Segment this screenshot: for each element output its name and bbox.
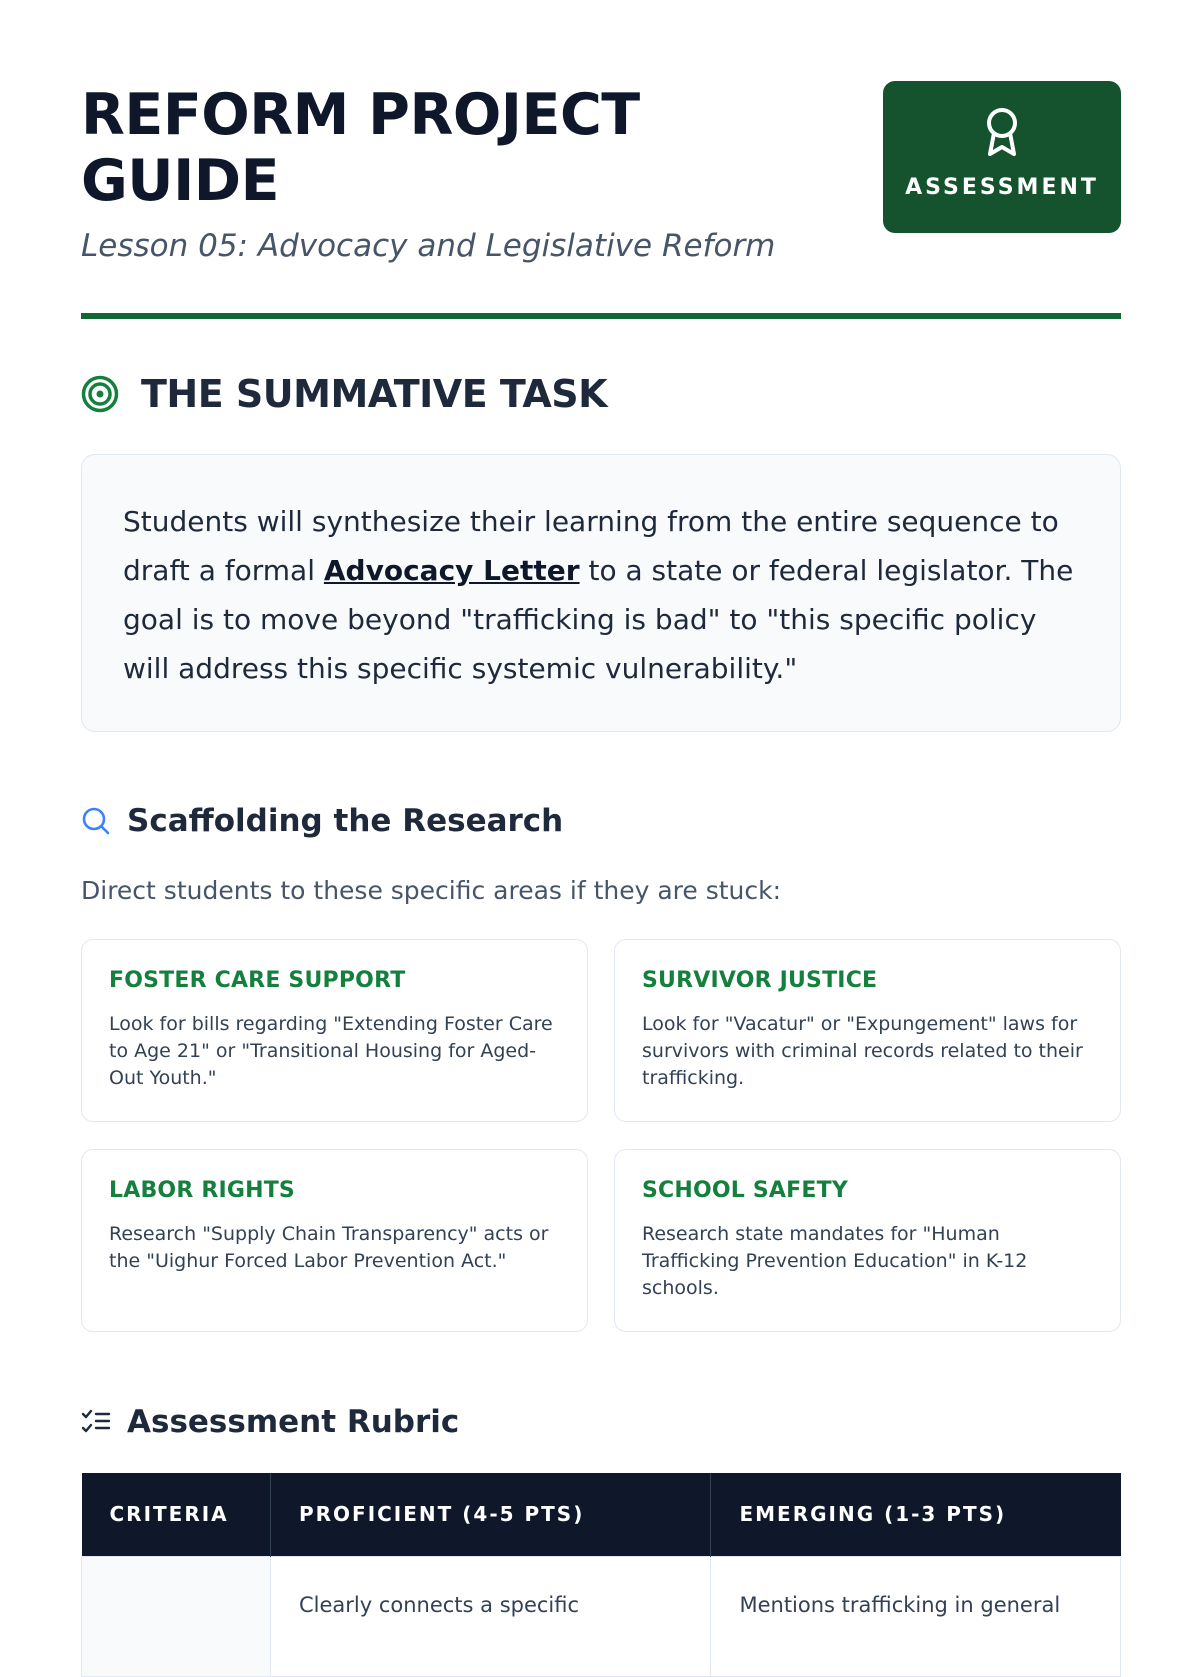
task-text-start: Students will synthesize their learning from the entire sequence to draft a formal	[123, 505, 1059, 587]
search-icon	[81, 806, 111, 836]
card-title: SURVIVOR JUSTICE	[642, 968, 878, 993]
column-header-proficient: PROFICIENT (4-5 PTS)	[270, 1473, 711, 1556]
research-heading	[81, 803, 563, 839]
advocacy-letter-emphasis: Advocacy Letter	[323, 554, 580, 587]
research-card-survivor-justice	[614, 939, 1121, 1122]
lesson-subtitle: Lesson 05: Advocacy and Legislative Reform	[81, 228, 776, 264]
research-card-labor-rights	[81, 1149, 588, 1332]
header-divider	[81, 313, 1121, 319]
criteria-cell	[82, 1556, 271, 1676]
checklist-icon	[81, 1408, 111, 1436]
page-header	[81, 0, 1121, 320]
research-intro: Direct students to these specific areas if they are stuck:	[81, 876, 782, 905]
card-body: Research "Supply Chain Transparency" acts or the "Uighur Forced Labor Prevention Act."	[109, 1223, 549, 1272]
rubric-table	[81, 1473, 1121, 1677]
card-title: LABOR RIGHTS	[109, 1178, 295, 1203]
rubric-heading	[81, 1404, 459, 1440]
column-header-criteria: CRITERIA	[82, 1473, 271, 1556]
research-card-school-safety	[614, 1149, 1121, 1332]
rubric-title: Assessment Rubric	[127, 1404, 460, 1440]
summative-title: THE SUMMATIVE TASK	[141, 372, 608, 416]
card-body: Look for "Vacatur" or "Expungement" laws for survivors with criminal records related to their trafficking.	[642, 1013, 1083, 1089]
proficient-cell: Clearly connects a specific	[270, 1556, 711, 1676]
research-title: Scaffolding the Research	[127, 803, 564, 839]
task-text-end: to a state or federal legislator. The goal is to move beyond "trafficking is bad" to "this specific policy will address this specific systemic vulnerability."	[123, 554, 1074, 685]
assessment-badge	[883, 81, 1121, 233]
card-body: Look for bills regarding "Extending Foster Care to Age 21" or "Transitional Housing for Aged-Out Youth."	[109, 1013, 553, 1089]
research-card-foster-care	[81, 939, 588, 1122]
summative-heading	[81, 372, 607, 416]
card-title: SCHOOL SAFETY	[642, 1178, 848, 1203]
lesson-page	[81, 0, 1121, 1617]
rubric-header-row	[82, 1473, 1121, 1556]
card-title: FOSTER CARE SUPPORT	[109, 968, 406, 993]
table-row	[82, 1556, 1121, 1676]
card-body: Research state mandates for "Human Trafficking Prevention Education" in K-12 schools.	[642, 1223, 1028, 1299]
emerging-cell: Mentions trafficking in general	[711, 1556, 1121, 1676]
target-icon	[81, 375, 119, 413]
award-icon	[982, 106, 1022, 158]
column-header-emerging: EMERGING (1-3 PTS)	[711, 1473, 1121, 1556]
page-title: REFORM PROJECT GUIDE	[81, 82, 640, 214]
badge-label: ASSESSMENT	[905, 175, 1099, 200]
summative-task-box	[81, 454, 1121, 732]
